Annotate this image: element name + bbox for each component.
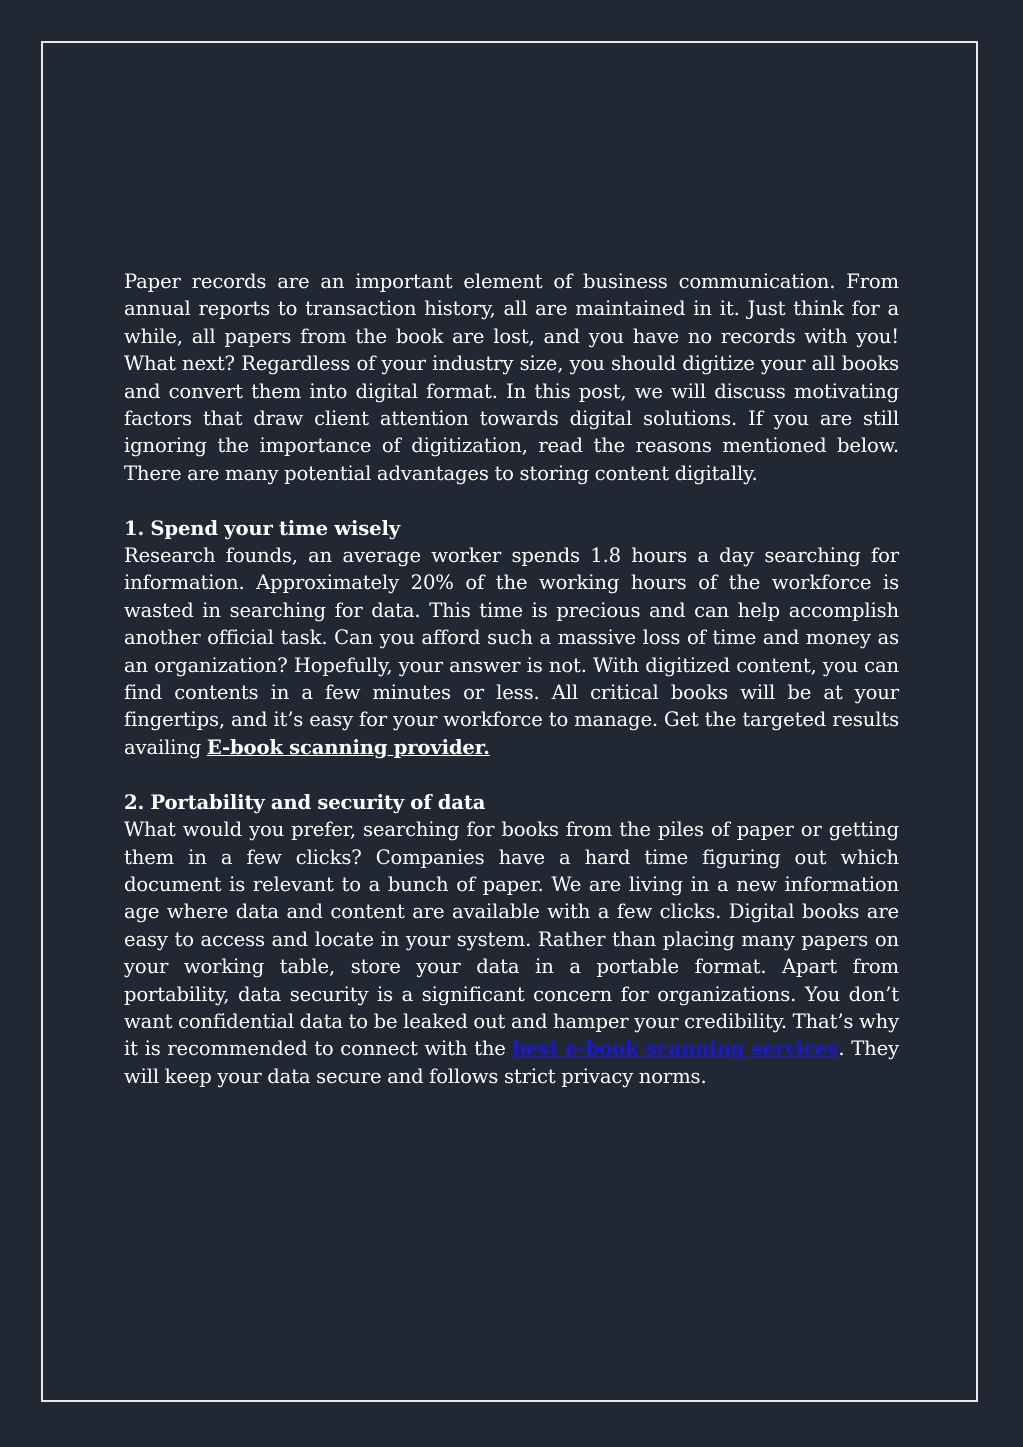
- section-1-heading: 1. Spend your time wisely: [124, 516, 401, 540]
- ebook-scanning-provider-link[interactable]: E-book scanning provider.: [206, 735, 490, 759]
- section-2-body: What would you prefer, searching for books from the piles of paper or getting them in a few clicks? Companies have a hard time figuring out which document is relevant to a bunch of paper. We are living in a new information age where data and content are available with a few clicks. Digital books are easy to access and locate in your system. Rather than placing many papers on your working table, store your data in a portable format. Apart from portability, data security is a significant concern for organizations. You don’t want confidential data to be leaked out and hamper your credibility. That’s why it is recommended to connect with the: [124, 818, 899, 1061]
- section-1-body: Research founds, an average worker spends 1.8 hours a day searching for information. Approximately 20% of the working hours of the workforce is wasted in searching for data. This time is precious and can help accomplish another official task. Can you afford such a massive loss of time and money as an organization? Hopefully, your answer is not. With digitized content, you can find contents in a few minutes or less. All critical books will be at your fingertips, and it’s easy for your workforce to manage. Get the targeted results availing: [124, 544, 899, 759]
- article-content: [124, 268, 899, 1090]
- section-1-paragraph: [124, 542, 899, 761]
- paragraph-spacer: [124, 761, 899, 788]
- section-2-heading: 2. Portability and security of data: [124, 790, 486, 814]
- paragraph-spacer: [124, 487, 899, 514]
- best-ebook-scanning-services-link[interactable]: best e-book scanning services: [512, 1037, 839, 1061]
- section-2-body-end: . They will keep your data secure and follows strict privacy norms.: [124, 1037, 899, 1088]
- section-2-paragraph: [124, 816, 899, 1090]
- intro-paragraph: Paper records are an important element of business communication. From annual reports to transaction history, all are maintained in it. Just think for a while, all papers from the book are lost, and you have no records with you! What next? Regardless of your industry size, you should digitize your all books and convert them into digital format. In this post, we will discuss motivating factors that draw client attention towards digital solutions. If you are still ignoring the importance of digitization, read the reasons mentioned below. There are many potential advantages to storing content digitally.: [124, 270, 899, 485]
